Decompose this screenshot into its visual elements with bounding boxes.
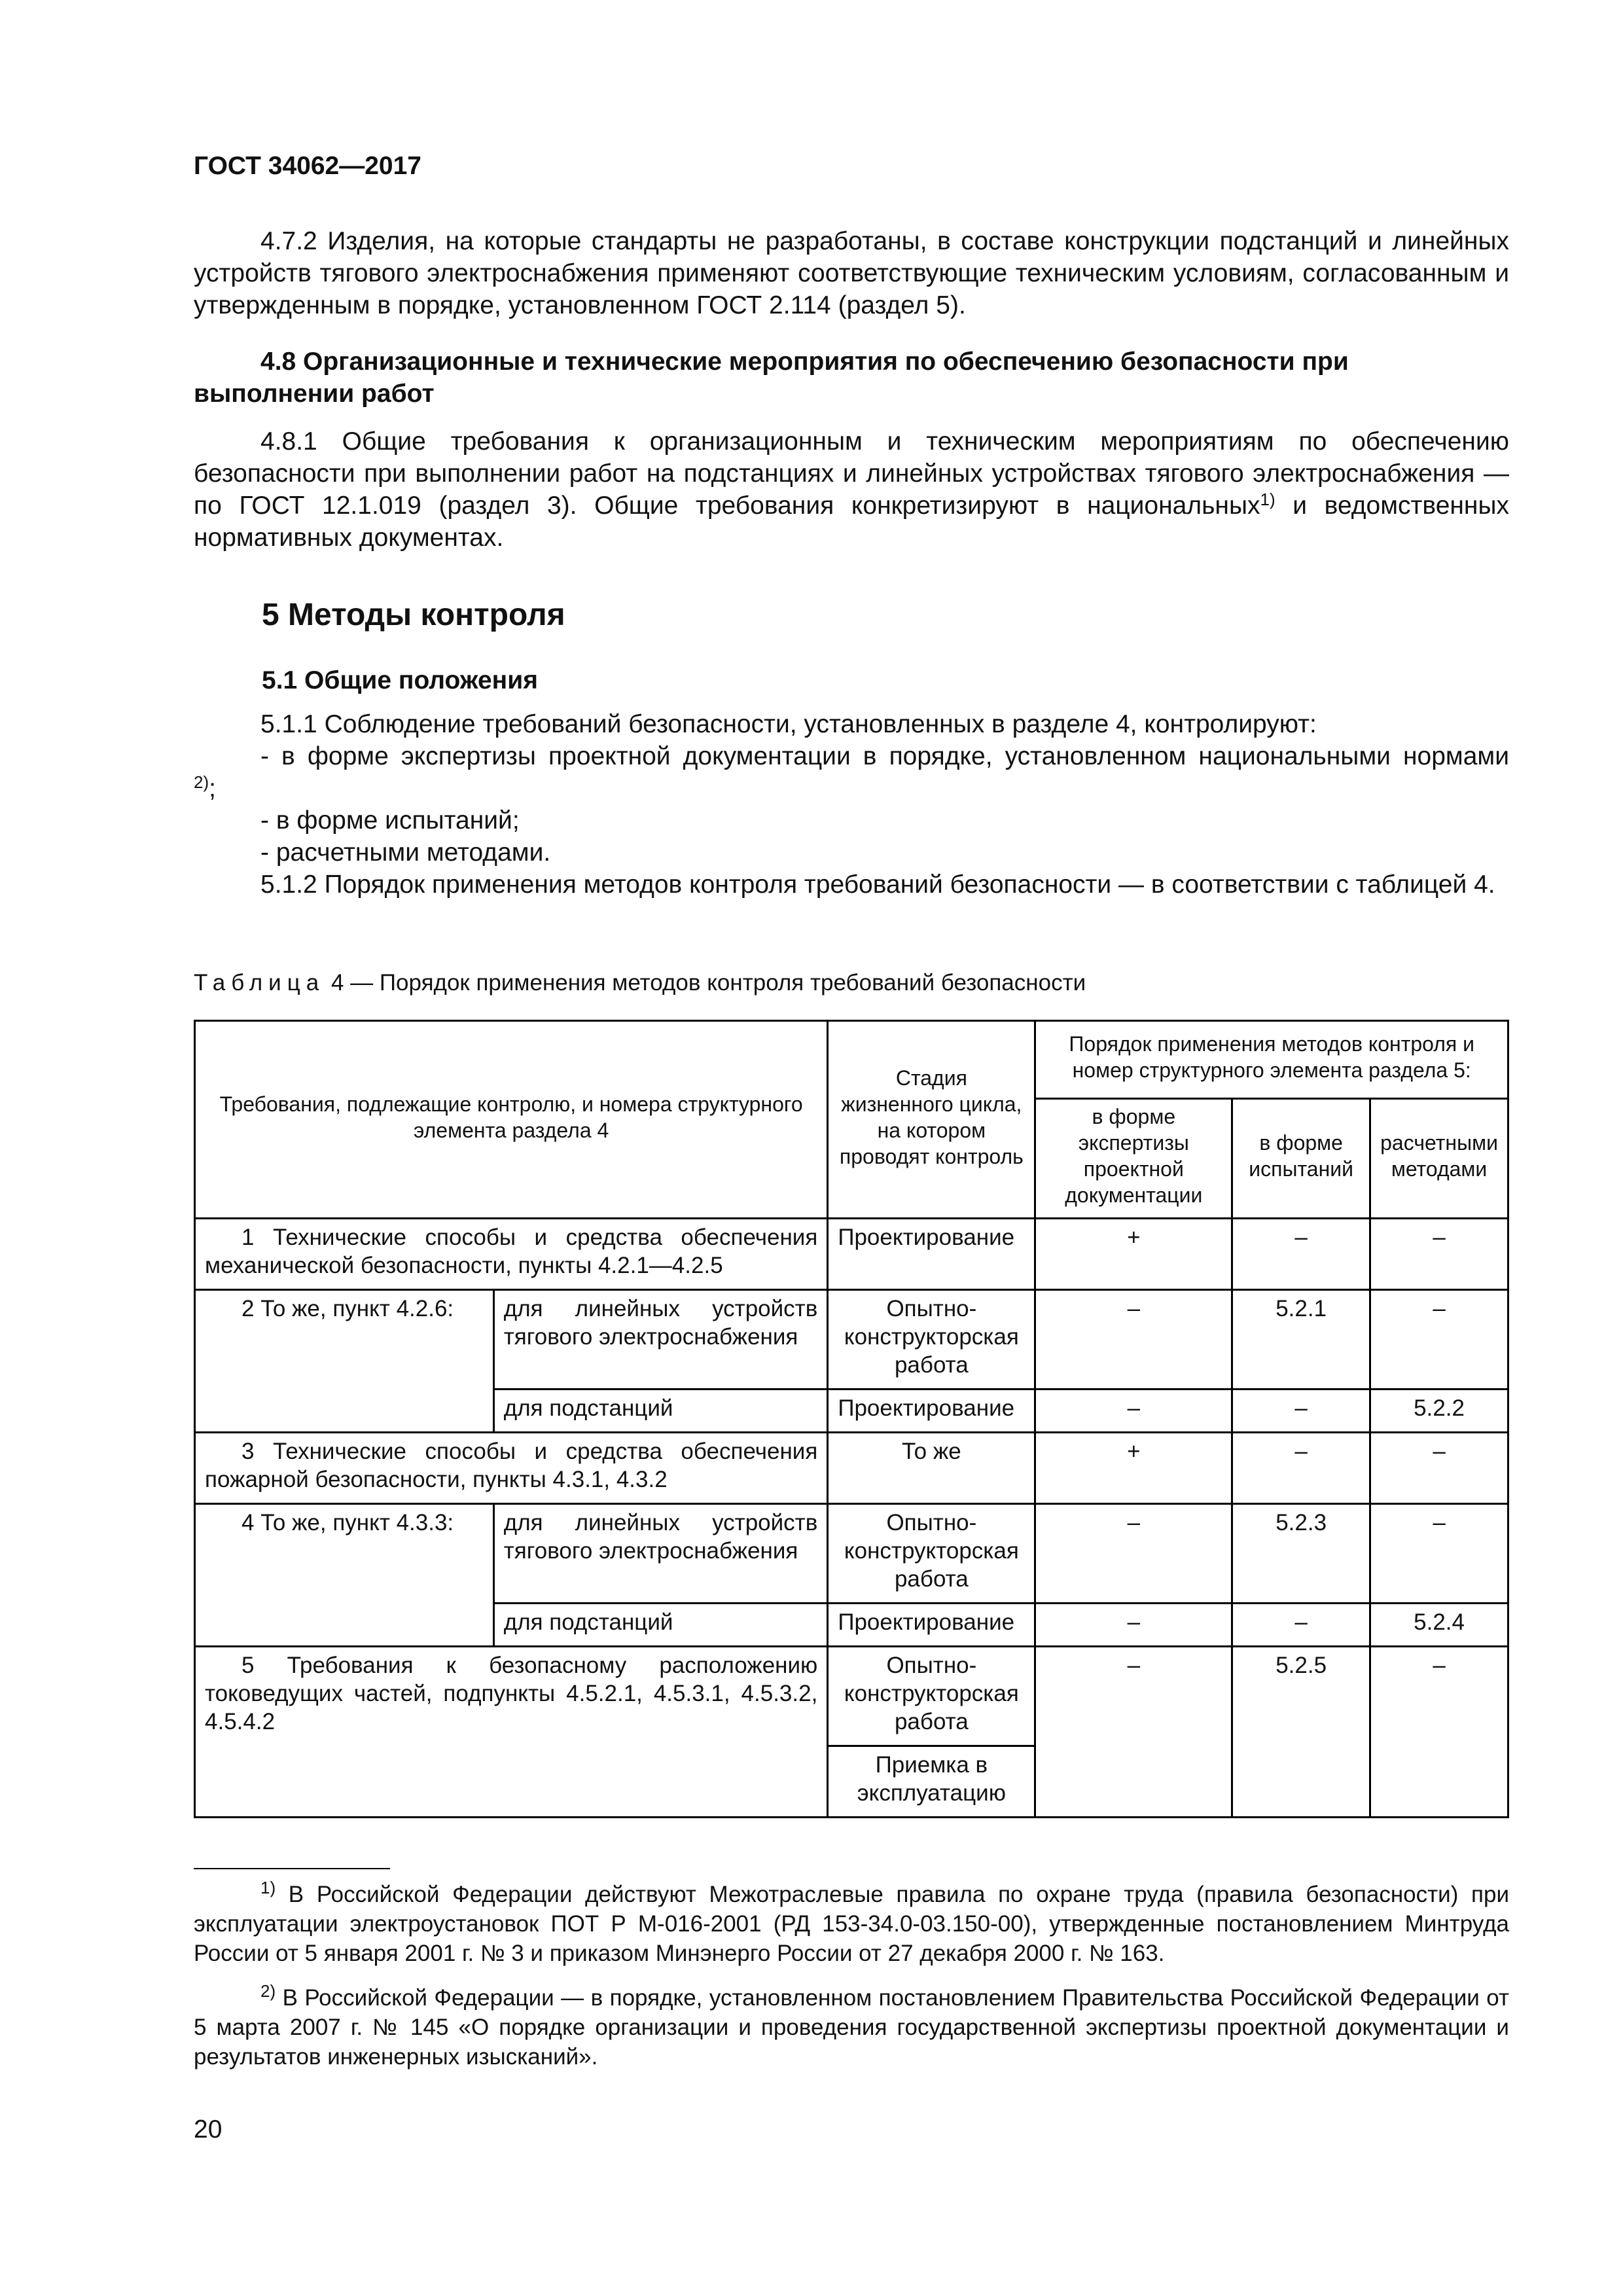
header-stage: Стадия жизненного цикла, на котором проводят контроль [828, 1021, 1035, 1219]
clause-5-1-1-item-2: - в форме испытаний; [260, 806, 520, 834]
row4a-expertise: – [1035, 1504, 1232, 1604]
standard-header: ГОСТ 34062—2017 [194, 152, 421, 180]
page-number: 20 [194, 2115, 223, 2144]
row2a-expertise: – [1035, 1290, 1232, 1390]
footnote-ref-2: 2) [194, 772, 209, 792]
table-header-row [195, 1021, 1508, 1099]
header-requirements: Требования, подлежащие контролю, и номера структурного элемента раздела 4 [195, 1021, 828, 1219]
table-caption-label: Таблица [194, 970, 325, 996]
row5-tests: 5.2.5 [1232, 1647, 1370, 1818]
row4a-calculation: – [1370, 1504, 1508, 1604]
row2a-calculation: – [1370, 1290, 1508, 1390]
row4b-calculation: 5.2.4 [1370, 1604, 1508, 1647]
row2a-subitem: для линейных устройств тягового электроснабжения [493, 1290, 828, 1390]
table-4 [194, 1020, 1509, 1818]
table-row [195, 1504, 1508, 1604]
row4a-stage: Опытно-конструкторская работа [828, 1504, 1035, 1604]
row4a-subitem: для линейных устройств тягового электроснабжения [493, 1504, 828, 1604]
row5a-stage: Опытно-конструкторская работа [828, 1647, 1035, 1746]
row1-calculation: – [1370, 1219, 1508, 1290]
row2a-stage: Опытно-конструкторская работа [828, 1290, 1035, 1390]
row4b-tests: – [1232, 1604, 1370, 1647]
row5-calculation: – [1370, 1647, 1508, 1818]
row3-calculation: – [1370, 1433, 1508, 1504]
row2b-stage: Проектирование [828, 1390, 1035, 1433]
table-row [195, 1647, 1508, 1746]
table-caption [194, 970, 1086, 996]
clause-5-1-2: 5.1.2 Порядок применения методов контроля требований безопасности — в соответствии с таблицей 4. [260, 870, 1495, 899]
clause-4-8-1-text-a: 4.8.1 Общие требования к организационным и техническим мероприятиям по обеспечению безопасности при выполнении работ на подстанциях и линейных устройствах тягового электроснабжения — по ГОСТ 12.1.019 (раздел 3). Общие требования конкретизируют в национальных [194, 427, 1509, 520]
row5-requirement: 5 Требования к безопасному расположению токоведущих частей, подпункты 4.5.2.1, 4.5.3.1, 4.5.3.2, 4.5.4.2 [195, 1647, 828, 1818]
table-row [195, 1290, 1508, 1390]
row4a-tests: 5.2.3 [1232, 1504, 1370, 1604]
footnote-2-mark: 2) [260, 1981, 276, 2001]
clause-5-1-1-item-3: - расчетными методами. [260, 838, 551, 867]
header-calculation: расчетными методами [1370, 1099, 1508, 1219]
clause-5-1-1-item-1-end [194, 772, 1509, 804]
table-row [195, 1433, 1508, 1504]
header-expertise: в форме экспертизы проектной документации [1035, 1099, 1232, 1219]
footnote-2-text: В Российской Федерации — в порядке, установленном постановлением Правительства Российской Федерации от 5 марта 2007 г. № 145 «О порядке организации и проведения государственной экспертизы проектной документации и результатов инженерных изысканий». [194, 1985, 1509, 2070]
footnote-1-mark: 1) [260, 1878, 276, 1897]
row2a-tests: 5.2.1 [1232, 1290, 1370, 1390]
row2b-expertise: – [1035, 1390, 1232, 1433]
row1-tests: – [1232, 1219, 1370, 1290]
row2b-subitem: для подстанций [493, 1390, 828, 1433]
row2b-calculation: 5.2.2 [1370, 1390, 1508, 1433]
footnote-1 [194, 1880, 1509, 1968]
row2-requirement: 2 То же, пункт 4.2.6: [195, 1290, 494, 1433]
table-caption-text: 4 — Порядок применения методов контроля требований безопасности [325, 970, 1086, 996]
footnote-ref-1: 1) [1260, 490, 1275, 509]
row5-expertise: – [1035, 1647, 1232, 1818]
row4b-subitem: для подстанций [493, 1604, 828, 1647]
row1-stage: Проектирование [828, 1219, 1035, 1290]
clause-4-8-1-text-b: и ведомственных нормативных документах. [194, 492, 1509, 552]
footnote-2 [194, 1983, 1509, 2072]
row3-expertise: + [1035, 1433, 1232, 1504]
footnote-1-text: В Российской Федерации действуют Межотраслевые правила по охране труда (правила безопасности) при эксплуатации электроустановок ПОТ Р М-016-2001 (РД 153-34.0-03.150-00), утвержденные постановлением Минтруда России от 5 января 2001 г. № 3 и приказом Минэнерго России от 27 декабря 2000 г. № 163. [194, 1882, 1509, 1966]
header-tests: в форме испытаний [1232, 1099, 1370, 1219]
clause-4-8-heading: 4.8 Организационные и технические мероприятия по обеспечению безопасности при выполнении работ [194, 348, 1349, 408]
clause-5-1-block [194, 708, 1509, 901]
row5b-stage: Приемка в эксплуатацию [828, 1746, 1035, 1818]
clause-4-7-2: 4.7.2 Изделия, на которые стандарты не разработаны, в составе конструкции подстанций и линейных устройств тягового электроснабжения применяют соответствующие техническим условиям, согласованным и утвержденным в порядке, установленном ГОСТ 2.114 (раздел 5). [194, 227, 1509, 319]
clause-5-1-heading: 5.1 Общие положения [262, 666, 538, 694]
clause-5-1-1: 5.1.1 Соблюдение требований безопасности, установленных в разделе 4, контролируют: [260, 710, 1317, 738]
row3-requirement: 3 Технические способы и средства обеспечения пожарной безопасности, пункты 4.3.1, 4.3.2 [195, 1433, 828, 1504]
row2b-tests: – [1232, 1390, 1370, 1433]
clause-5-1-1-item-1-line: - в форме экспертизы проектной документации в порядке, установленном национальными нормами [260, 742, 1509, 770]
row4b-expertise: – [1035, 1604, 1232, 1647]
row3-stage: То же [828, 1433, 1035, 1504]
table-row [195, 1219, 1508, 1290]
row1-expertise: + [1035, 1219, 1232, 1290]
clause-5-1-1-item-1-tail: ; [209, 774, 216, 802]
footnote-divider [194, 1868, 390, 1869]
row1-requirement: 1 Технические способы и средства обеспечения механической безопасности, пункты 4.2.1—4.2.5 [195, 1219, 828, 1290]
row3-tests: – [1232, 1433, 1370, 1504]
row4-requirement: 4 То же, пункт 4.3.3: [195, 1504, 494, 1647]
clause-4-8-1 [194, 425, 1509, 554]
row4b-stage: Проектирование [828, 1604, 1035, 1647]
header-order: Порядок применения методов контроля и номер структурного элемента раздела 5: [1035, 1021, 1508, 1099]
section-5-title: 5 Методы контроля [262, 598, 565, 632]
